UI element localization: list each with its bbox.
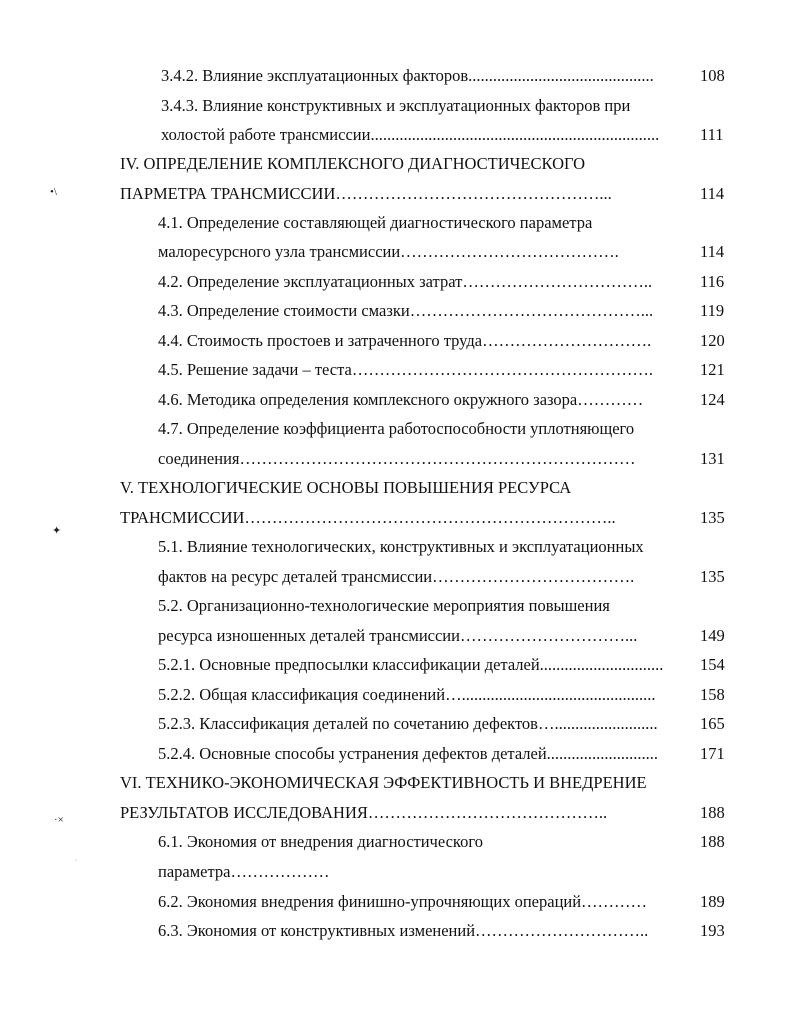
toc-page-number: 111 (700, 125, 724, 144)
toc-entry-6-3: 6.3. Экономия от конструктивных изменений………………………….. (158, 921, 649, 940)
toc-page-number: 131 (700, 449, 725, 468)
toc-entry-3-4-3-cont: холостой работе трансмиссии...................................................................... (161, 125, 660, 144)
toc-chapter-6: VI. ТЕХНИКО-ЭКОНОМИЧЕСКАЯ ЭФФЕКТИВНОСТЬ И ВНЕДРЕНИЕ (120, 773, 647, 792)
scan-mark-1: •\ (50, 186, 57, 198)
toc-chapter-4: IV. ОПРЕДЕЛЕНИЕ КОМПЛЕКСНОГО ДИАГНОСТИЧЕСКОГО (120, 154, 586, 173)
toc-page-number: 108 (700, 66, 725, 85)
toc-chapter-5: V. ТЕХНОЛОГИЧЕСКИЕ ОСНОВЫ ПОВЫШЕНИЯ РЕСУРСА (120, 478, 572, 497)
toc-entry-3-4-3: 3.4.3. Влияние конструктивных и эксплуатационных факторов при (161, 96, 631, 115)
toc-page-number: 149 (700, 626, 725, 645)
toc-entry-5-2-1: 5.2.1. Основные предпосылки классификации деталей.............................. (158, 655, 664, 674)
toc-entry-5-2-3: 5.2.3. Классификация деталей по сочетанию дефектов…......................... (158, 714, 658, 733)
toc-entry-6-1-cont: параметра……………… (158, 862, 330, 881)
toc-page-number: 120 (700, 331, 725, 350)
toc-page-number: 114 (700, 242, 725, 261)
toc-page-number: 188 (700, 832, 725, 851)
toc-entry-5-1: 5.1. Влияние технологических, конструктивных и эксплуатационных (158, 537, 644, 556)
toc-page-number: 154 (700, 655, 725, 674)
toc-entry-5-2-cont: ресурса изношенных деталей трансмиссии…………………………... (158, 626, 638, 645)
toc-page-number: 158 (700, 685, 725, 704)
scan-mark-2: ✦ (52, 525, 62, 537)
toc-entry-3-4-2: 3.4.2. Влияние эксплуатационных факторов............................................. (161, 66, 654, 85)
toc-entry-5-1-cont: фактов на ресурс деталей трансмиссии………………………………. (158, 567, 635, 586)
toc-entry-4-3: 4.3. Определение стоимости смазки……………………………………... (158, 301, 654, 320)
toc-chapter-6-cont: РЕЗУЛЬТАТОВ ИССЛЕДОВАНИЯ…………………………………….. (120, 803, 608, 822)
toc-page-number: 114 (700, 184, 725, 203)
toc-entry-5-2: 5.2. Организационно-технологические мероприятия повышения (158, 596, 610, 615)
toc-entry-5-2-4: 5.2.4. Основные способы устранения дефектов деталей........................... (158, 744, 659, 763)
toc-page-number: 135 (700, 508, 725, 527)
toc-page-number: 193 (700, 921, 725, 940)
toc-entry-4-4: 4.4. Стоимость простоев и затраченного труда…………………………. (158, 331, 652, 350)
toc-page-number: 135 (700, 567, 725, 586)
toc-entry-6-2: 6.2. Экономия внедрения финишно-упрочняющих операций………… (158, 892, 648, 911)
scan-mark-3: ·× (54, 814, 64, 826)
toc-chapter-4-cont: ПАРМЕТРА ТРАНСМИССИИ…………………………………………... (120, 184, 612, 203)
toc-page-number: 165 (700, 714, 725, 733)
toc-page-number: 171 (700, 744, 725, 763)
toc-entry-4-7: 4.7. Определение коэффициента работоспособности уплотняющего (158, 419, 635, 438)
toc-page-number: 124 (700, 390, 725, 409)
toc-chapter-5-cont: ТРАНСМИССИИ………………………………………………………….. (120, 508, 616, 527)
toc-page-number: 121 (700, 360, 725, 379)
toc-page-number: 188 (700, 803, 725, 822)
toc-entry-4-2: 4.2. Определение эксплуатационных затрат…………………………….. (158, 272, 653, 291)
toc-entry-4-1: 4.1. Определение составляющей диагностического параметра (158, 213, 593, 232)
toc-entry-4-1-cont: малоресурсного узла трансмиссии…………………………………. (158, 242, 619, 261)
toc-entry-4-5: 4.5. Решение задачи – теста………………………………………………. (158, 360, 653, 379)
toc-page-number: 119 (700, 301, 725, 320)
toc-page-number: 116 (700, 272, 725, 291)
toc-entry-4-6: 4.6. Методика определения комплексного окружного зазора………… (158, 390, 644, 409)
toc-page-number: 189 (700, 892, 725, 911)
toc-entry-5-2-2: 5.2.2. Общая классификация соединений…............................................... (158, 685, 656, 704)
scan-dot: · (75, 858, 77, 864)
toc-entry-4-7-cont: соединения……………………………………………………………… (158, 449, 636, 468)
toc-entry-6-1: 6.1. Экономия от внедрения диагностического (158, 832, 483, 851)
